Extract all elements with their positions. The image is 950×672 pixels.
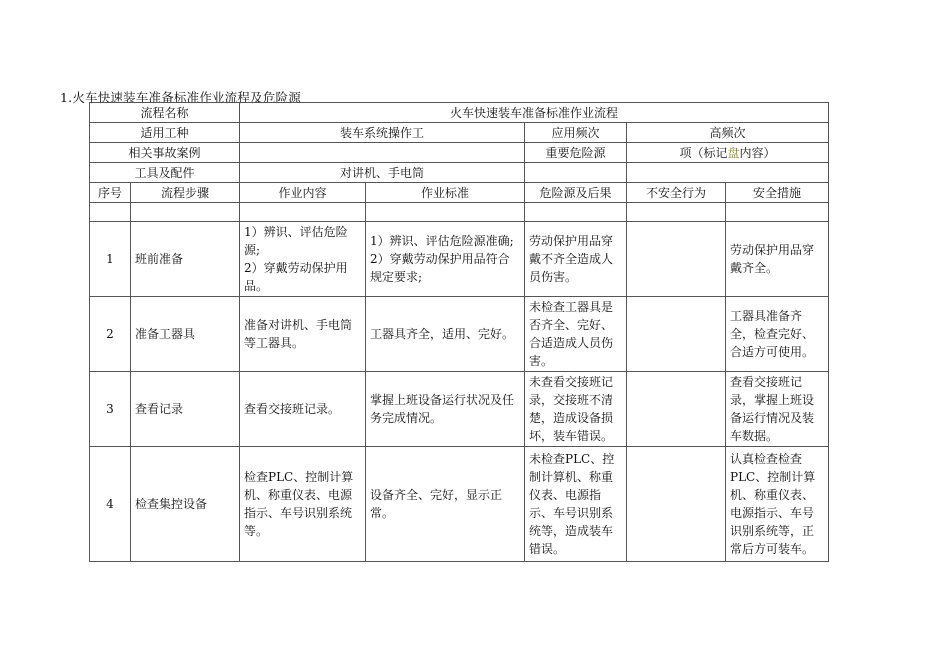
major-hazard-value-pre: 项（标记 <box>679 145 728 160</box>
job-type-value: 装车系统操作工 <box>240 123 525 143</box>
col-header-step: 流程步骤 <box>131 183 240 203</box>
row-measure: 工器具准备齐全，检查完好、合适方可使用。 <box>726 297 829 372</box>
table-row <box>90 372 829 447</box>
process-name-value: 火车快速装车准备标准作业流程 <box>240 103 829 123</box>
col-header-no: 序号 <box>90 183 131 203</box>
major-hazard-value-post: 内容） <box>739 145 776 160</box>
cases-label: 相关事故案例 <box>90 143 240 163</box>
tools-value: 对讲机、手电筒 <box>240 163 525 183</box>
column-header-row <box>90 183 829 203</box>
row-hazard: 未查看交接班记录，交接班不清楚，造成设备损坏，装车错误。 <box>525 372 627 447</box>
row-content: 1）辨识、评估危险源; 2）穿戴劳动保护用品。 <box>240 222 366 297</box>
frequency-label: 应用频次 <box>525 123 627 143</box>
col-header-unsafe: 不安全行为 <box>627 183 726 203</box>
row-hazard: 未检查PLC、控制计算机、称重仪表、电源指示、车号识别系统等，造成装车错误。 <box>525 447 627 562</box>
process-name-label: 流程名称 <box>90 103 240 123</box>
row-content: 准备对讲机、手电筒等工器具。 <box>240 297 366 372</box>
table-row <box>90 447 829 562</box>
col-header-hazard: 危险源及后果 <box>525 183 627 203</box>
row-standard: 设备齐全、完好，显示正常。 <box>366 447 525 562</box>
blank-row <box>90 203 829 222</box>
row-no: 3 <box>90 372 131 447</box>
row-content: 查看交接班记录。 <box>240 372 366 447</box>
major-hazard-value <box>627 143 829 163</box>
row-step: 准备工器具 <box>131 297 240 372</box>
meta-row-cases <box>90 143 829 163</box>
meta-row-tools <box>90 163 829 183</box>
col-header-standard: 作业标准 <box>366 183 525 203</box>
tools-label: 工具及配件 <box>90 163 240 183</box>
major-hazard-label: 重要危险源 <box>525 143 627 163</box>
row-standard: 掌握上班设备运行状况及任务完成情况。 <box>366 372 525 447</box>
row-unsafe <box>627 447 726 562</box>
row-unsafe <box>627 297 726 372</box>
row-step: 检查集控设备 <box>131 447 240 562</box>
row-measure: 认真检查检查PLC、控制计算机、称重仪表、电源指示、车号识别系统等，正常后方可装车。 <box>726 447 829 562</box>
frequency-value: 高频次 <box>627 123 829 143</box>
row-step: 班前准备 <box>131 222 240 297</box>
row-hazard: 未检查工器具是否齐全、完好、合适造成人员伤害。 <box>525 297 627 372</box>
col-header-measure: 安全措施 <box>726 183 829 203</box>
tools-empty-cell <box>525 163 627 183</box>
major-hazard-value-highlight: 盘 <box>727 145 740 160</box>
process-table <box>89 102 829 562</box>
row-unsafe <box>627 372 726 447</box>
document-heading: 1.火车快速装车准备标准作业流程及危险源 <box>60 90 301 105</box>
table-row <box>90 297 829 372</box>
row-standard: 1）辨识、评估危险源准确; 2）穿戴劳动保护用品符合规定要求; <box>366 222 525 297</box>
row-hazard: 劳动保护用品穿戴不齐全造成人员伤害。 <box>525 222 627 297</box>
table-row <box>90 222 829 297</box>
row-measure: 查看交接班记录，掌握上班设备运行情况及装车数据。 <box>726 372 829 447</box>
meta-row-job-type <box>90 123 829 143</box>
row-unsafe <box>627 222 726 297</box>
row-content: 检查PLC、控制计算机、称重仪表、电源指示、车号识别系统等。 <box>240 447 366 562</box>
tools-empty-cell <box>627 163 829 183</box>
row-no: 1 <box>90 222 131 297</box>
job-type-label: 适用工种 <box>90 123 240 143</box>
row-no: 4 <box>90 447 131 562</box>
row-step: 查看记录 <box>131 372 240 447</box>
col-header-content: 作业内容 <box>240 183 366 203</box>
meta-row-process-name <box>90 103 829 123</box>
row-standard: 工器具齐全，适用、完好。 <box>366 297 525 372</box>
row-no: 2 <box>90 297 131 372</box>
cases-value <box>240 143 525 163</box>
row-measure: 劳动保护用品穿戴齐全。 <box>726 222 829 297</box>
